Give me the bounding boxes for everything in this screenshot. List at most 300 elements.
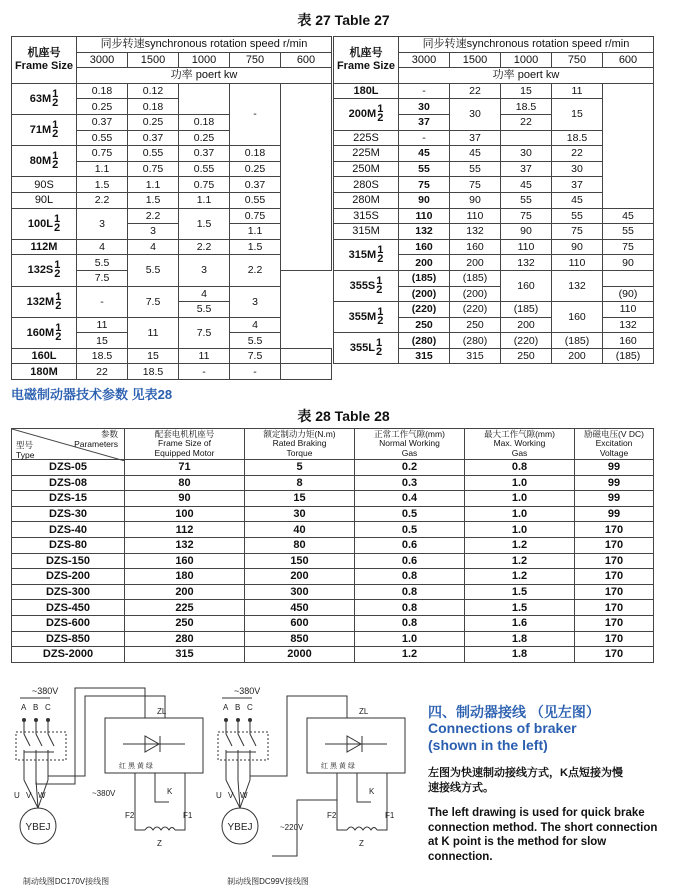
wiring-diagram-dc99v (216, 686, 405, 886)
table-cell: 99 (575, 460, 654, 476)
table-row (334, 239, 654, 255)
table-cell: - (399, 83, 450, 99)
table-cell: 170 (575, 647, 654, 663)
table-cell: 3 (128, 224, 179, 240)
table-cell: 132 (125, 537, 245, 553)
table-cell: (90) (603, 286, 654, 302)
table-cell: 200 (501, 317, 552, 333)
table-cell: 355M1 2 (334, 302, 399, 333)
table-cell: 200 (245, 569, 355, 585)
table-cell: 1.6 (465, 615, 575, 631)
table-cell: 45 (552, 192, 603, 208)
table-cell: 0.2 (355, 460, 465, 476)
table-cell: 200 (125, 584, 245, 600)
table-cell: 0.75 (179, 177, 230, 193)
table-cell: 1.2 (465, 537, 575, 553)
table-row (12, 537, 654, 553)
table-cell: 170 (575, 615, 654, 631)
table-cell: 250 (501, 348, 552, 364)
table-cell: 1.5 (179, 208, 230, 239)
table-row (334, 302, 654, 318)
table-row (12, 364, 332, 380)
table-cell: 0.55 (230, 192, 281, 208)
power-header: 功率 poert kw (399, 68, 654, 84)
table-cell: 22 (501, 114, 552, 130)
connections-paragraph-en: The left drawing is used for quick brake connection method. The short connection at K point is the method for slow connection. (428, 807, 658, 863)
table-cell: 355S1 2 (334, 270, 399, 301)
table-cell: 45 (501, 177, 552, 193)
table-cell: 1.0 (355, 631, 465, 647)
brake-coil (145, 827, 175, 830)
phase-label: B (235, 703, 241, 712)
table-cell: 1.0 (465, 522, 575, 538)
table-cell: 11 (77, 317, 128, 333)
empty-cell (281, 83, 332, 270)
table28 (11, 428, 654, 663)
connections-paragraph-cn: 左图为快速制动接线方式，K点短接为慢速接线方式。 (428, 767, 623, 794)
table-cell: 90 (501, 224, 552, 240)
table-cell: 0.25 (128, 114, 179, 130)
table-cell: 0.25 (179, 130, 230, 146)
table-cell: (185) (603, 348, 654, 364)
wire (377, 773, 387, 830)
table27-left (11, 36, 332, 380)
table-cell: DZS-150 (12, 553, 125, 569)
table-cell: 4 (128, 239, 179, 255)
table-cell: 5 (245, 460, 355, 476)
wire-colors-label: 红 黑 黄 绿 (321, 763, 355, 770)
table-row (12, 506, 654, 522)
table-cell: 30 (552, 161, 603, 177)
supply-label: ~380V (32, 686, 59, 696)
table-cell: 200 (450, 255, 501, 271)
voltage-label: ~220V (280, 823, 304, 832)
phase-label: A (223, 703, 229, 712)
table-cell: 0.8 (355, 569, 465, 585)
table-cell: 0.18 (128, 99, 179, 115)
table-cell: 30 (399, 99, 450, 115)
table-cell: 15 (245, 491, 355, 507)
table-cell: 0.8 (355, 584, 465, 600)
table-cell: DZS-80 (12, 537, 125, 553)
table-cell: 132 (603, 317, 654, 333)
diagram-caption: 制动线图DC99V接线图 (227, 877, 309, 886)
table-cell: (280) (450, 333, 501, 349)
table-cell: 0.18 (179, 114, 230, 130)
wire (36, 720, 42, 780)
wiring-diagrams (0, 680, 420, 896)
column-header: 正常工作气隙(mm) Normal Working Gas (355, 429, 465, 460)
table-cell: 110 (603, 302, 654, 318)
table-cell: 1.0 (465, 491, 575, 507)
table-cell: 55 (552, 208, 603, 224)
table-row (334, 224, 654, 240)
table-row (334, 208, 654, 224)
terminal-label: U (216, 791, 222, 800)
table-cell: DZS-30 (12, 506, 125, 522)
table-row (12, 348, 332, 364)
table-row (12, 491, 654, 507)
table-cell: DZS-40 (12, 522, 125, 538)
table-cell: (280) (399, 333, 450, 349)
table-cell: 0.25 (230, 161, 281, 177)
column-header: 励磁电压(V DC) Excitation Voltage (575, 429, 654, 460)
table-cell: - (230, 364, 281, 380)
table-row (12, 553, 654, 569)
table-cell: 22 (552, 146, 603, 162)
table-cell: 170 (575, 584, 654, 600)
table-cell: 2.2 (77, 192, 128, 208)
table-cell: 7.5 (230, 348, 281, 364)
phase-label: A (21, 703, 27, 712)
column-header: 最大工作气隙(mm) Max. Working Gas (465, 429, 575, 460)
table-cell: 75 (501, 208, 552, 224)
table-cell: 11 (179, 348, 230, 364)
table-cell: 170 (575, 600, 654, 616)
table-row (12, 631, 654, 647)
table-cell: DZS-300 (12, 584, 125, 600)
f2-label: F2 (125, 811, 135, 820)
table-cell: 7.5 (128, 286, 179, 317)
table-cell: 2.2 (179, 239, 230, 255)
table-cell: 225S (334, 130, 399, 146)
table-cell: 250M (334, 161, 399, 177)
table-cell: 0.12 (128, 83, 179, 99)
table-cell: 15 (552, 99, 603, 130)
section-heading: 电磁制动器技术参数 见表28 (11, 387, 173, 402)
table-cell: 0.75 (128, 161, 179, 177)
table-cell: 37 (501, 161, 552, 177)
table-cell: 150 (245, 553, 355, 569)
f1-label: F1 (183, 811, 193, 820)
empty-cell (603, 83, 654, 208)
table-cell: 3 (230, 286, 281, 317)
table-cell: 0.6 (355, 537, 465, 553)
table-cell: 110 (552, 255, 603, 271)
motor-label: YBEJ (25, 822, 51, 833)
table-cell: 45 (603, 208, 654, 224)
table-cell: 37 (450, 130, 501, 146)
table-cell: 0.37 (230, 177, 281, 193)
table-cell: 22 (77, 364, 128, 380)
table-cell: 11 (128, 317, 179, 348)
table-cell (281, 364, 332, 380)
wire (226, 720, 232, 780)
table-cell: 90 (399, 192, 450, 208)
table-cell: - (179, 364, 230, 380)
table-cell: 1.0 (465, 475, 575, 491)
table-cell: 315 (125, 647, 245, 663)
table-cell: 55 (450, 161, 501, 177)
z-label: Z (359, 839, 364, 848)
frame-size-header: 机座号 Frame Size (334, 37, 399, 84)
table-cell: DZS-08 (12, 475, 125, 491)
table-cell: 0.55 (179, 161, 230, 177)
table-cell: 1.1 (179, 192, 230, 208)
wiring-diagram-dc170v (14, 686, 203, 886)
zl-label: ZL (359, 707, 369, 716)
table-cell: 37 (552, 177, 603, 193)
table-cell: 160M1 2 (12, 317, 77, 348)
table-cell: 30 (245, 506, 355, 522)
table-cell: 0.8 (355, 615, 465, 631)
power-header: 功率 poert kw (77, 68, 332, 84)
table-row (12, 615, 654, 631)
table-cell (281, 348, 332, 364)
table27-title: 表 27 Table 27 (297, 12, 390, 28)
table-cell: 170 (575, 631, 654, 647)
supply-label: ~380V (234, 686, 261, 696)
table-cell: 3 (179, 255, 230, 286)
table-cell: - (230, 83, 281, 145)
f1-label: F1 (385, 811, 395, 820)
table-cell: 450 (245, 600, 355, 616)
table-cell: 90 (125, 491, 245, 507)
table-cell: 280S (334, 177, 399, 193)
table-cell: 100L1 2 (12, 208, 77, 239)
table-cell: (185) (399, 270, 450, 286)
table-cell: 90 (450, 192, 501, 208)
table-cell: 0.55 (77, 130, 128, 146)
wire (175, 773, 185, 830)
table-cell: 180 (125, 569, 245, 585)
table-cell: 63M1 2 (12, 83, 77, 114)
table-cell: 1.5 (230, 239, 281, 255)
speed-value: 1000 (501, 52, 552, 68)
table-cell: 71M1 2 (12, 114, 77, 145)
table-cell: 315M (334, 224, 399, 240)
table-cell: 160L (12, 348, 77, 364)
table-cell: DZS-15 (12, 491, 125, 507)
zl-label: ZL (157, 707, 167, 716)
table-cell: 100 (125, 506, 245, 522)
table-cell: - (399, 130, 450, 146)
table-cell: 315 (399, 348, 450, 364)
table-cell: 11 (552, 83, 603, 99)
table-cell: 0.8 (355, 600, 465, 616)
wire (48, 720, 54, 780)
table-cell: 355L1 2 (334, 333, 399, 364)
table-cell: 132 (399, 224, 450, 240)
table-cell: 45 (450, 146, 501, 162)
speed-value: 600 (281, 52, 332, 68)
table-cell: 1.2 (465, 553, 575, 569)
table-cell: 0.18 (230, 146, 281, 162)
table-cell: (200) (399, 286, 450, 302)
table-cell: 1.5 (128, 192, 179, 208)
speed-value: 1500 (450, 52, 501, 68)
table-cell: 1.0 (465, 506, 575, 522)
frame-size-header: 机座号 Frame Size (12, 37, 77, 84)
speed-header: 同步转速synchronous rotation speed r/min (77, 37, 332, 53)
table-cell: 80 (245, 537, 355, 553)
table-cell: DZS-200 (12, 569, 125, 585)
motor-label: YBEJ (227, 822, 253, 833)
table-cell: 110 (501, 239, 552, 255)
table-cell: 280 (125, 631, 245, 647)
table-cell: 132 (552, 270, 603, 301)
table-cell: 18.5 (128, 364, 179, 380)
table-cell: 315 (450, 348, 501, 364)
terminal-label: W (240, 791, 248, 800)
diagram-caption: 制动线图DC170V接线图 (22, 877, 110, 886)
column-header: 额定制动力矩(N.m) Rated Braking Torque (245, 429, 355, 460)
table-cell: (185) (501, 302, 552, 318)
table27-right (333, 36, 654, 364)
table-cell: 250 (399, 317, 450, 333)
table-cell: 0.75 (230, 208, 281, 224)
table-cell: 45 (399, 146, 450, 162)
table-cell: 5.5 (128, 255, 179, 286)
table-cell: 75 (552, 224, 603, 240)
table-row (334, 83, 654, 99)
table-cell: 0.55 (128, 146, 179, 162)
table-cell: 75 (603, 239, 654, 255)
wire (250, 720, 256, 780)
terminal-label: W (38, 791, 46, 800)
table-cell: 5.5 (179, 302, 230, 318)
table-row (334, 270, 654, 286)
table-row (12, 522, 654, 538)
table-cell: (220) (450, 302, 501, 318)
table-cell: 22 (450, 83, 501, 99)
table-header-row (12, 429, 654, 460)
wire-colors-label: 红 黑 黄 绿 (119, 763, 153, 770)
table-cell: 7.5 (77, 270, 128, 286)
table-row (12, 286, 332, 302)
table-cell: DZS-600 (12, 615, 125, 631)
table-cell: 30 (450, 99, 501, 130)
table-header-row (334, 37, 654, 53)
wire (238, 720, 244, 780)
terminal-label: U (14, 791, 20, 800)
speed-value: 1500 (128, 52, 179, 68)
table-cell: 315S (334, 208, 399, 224)
table28-title: 表 28 Table 28 (297, 408, 390, 424)
phase-label: C (45, 703, 51, 712)
k-point-label: K (167, 787, 173, 796)
brake-coil (347, 827, 377, 830)
table-cell: 1.1 (128, 177, 179, 193)
table-cell: 0.75 (77, 146, 128, 162)
table-cell: 1.2 (355, 647, 465, 663)
table-cell: (185) (450, 270, 501, 286)
table-cell: 0.8 (465, 460, 575, 476)
table-cell: 55 (603, 224, 654, 240)
table-cell: 160 (501, 270, 552, 301)
table-cell: 0.37 (77, 114, 128, 130)
table-cell: 0.3 (355, 475, 465, 491)
table-cell: 250 (125, 615, 245, 631)
table-cell: 132 (450, 224, 501, 240)
table-cell: 5.5 (230, 333, 281, 349)
speed-value: 600 (603, 52, 654, 68)
table-header-row (12, 37, 332, 53)
table-cell: DZS-2000 (12, 647, 125, 663)
table-cell: 0.5 (355, 506, 465, 522)
table-cell: 37 (399, 114, 450, 130)
table-cell: 0.37 (128, 130, 179, 146)
table-cell: 15 (77, 333, 128, 349)
table-cell: 3 (77, 208, 128, 239)
table-cell: 2.2 (230, 255, 281, 286)
table-row (12, 600, 654, 616)
table-cell: 280M (334, 192, 399, 208)
table-cell: 0.25 (77, 99, 128, 115)
table-row (334, 333, 654, 349)
table-cell: 90S (12, 177, 77, 193)
table-cell: 90L (12, 192, 77, 208)
table-cell: 300 (245, 584, 355, 600)
table-cell: 112M (12, 239, 77, 255)
table-cell: 40 (245, 522, 355, 538)
table-cell: 850 (245, 631, 355, 647)
table-row (12, 475, 654, 491)
table-cell: 0.37 (179, 146, 230, 162)
table-cell: 200 (552, 348, 603, 364)
wire (337, 773, 347, 830)
phase-label: C (247, 703, 253, 712)
table-cell: 99 (575, 475, 654, 491)
table-cell: 170 (575, 569, 654, 585)
table-cell: (200) (450, 286, 501, 302)
table-cell: 90 (552, 239, 603, 255)
table-cell: 80 (125, 475, 245, 491)
table-cell: 0.4 (355, 491, 465, 507)
table-row (12, 460, 654, 476)
table-cell: 1.1 (230, 224, 281, 240)
table-cell: 15 (501, 83, 552, 99)
table-cell (603, 270, 654, 286)
speed-value: 750 (230, 52, 281, 68)
table-cell: 110 (399, 208, 450, 224)
table-cell: 71 (125, 460, 245, 476)
terminal-label: V (228, 791, 234, 800)
table-cell: 1.8 (465, 647, 575, 663)
table-row (12, 569, 654, 585)
speed-value: 1000 (179, 52, 230, 68)
z-label: Z (157, 839, 162, 848)
table-cell: 200M1 2 (334, 99, 399, 130)
k-point-label: K (369, 787, 375, 796)
table-cell: (220) (501, 333, 552, 349)
table-cell: 110 (450, 208, 501, 224)
table-cell: 75 (399, 177, 450, 193)
connections-heading-cn: 四、制动器接线 （见左图） (428, 704, 600, 720)
table-cell: 55 (501, 192, 552, 208)
table-cell: 30 (501, 146, 552, 162)
table-cell: 180L (334, 83, 399, 99)
table-cell: 1.5 (465, 600, 575, 616)
voltage-label: ~380V (92, 789, 116, 798)
table-cell: 0.18 (77, 83, 128, 99)
table-cell: 8 (245, 475, 355, 491)
table-cell: 18.5 (77, 348, 128, 364)
table-cell (501, 130, 552, 146)
connections-heading-en-2: (shown in the left) (428, 737, 548, 753)
table-cell: 4 (77, 239, 128, 255)
table-cell: 99 (575, 506, 654, 522)
table-cell: 0.5 (355, 522, 465, 538)
table-cell: 2.2 (128, 208, 179, 224)
table-cell: 600 (245, 615, 355, 631)
table-cell: 75 (450, 177, 501, 193)
table-cell: 180M (12, 364, 77, 380)
table-cell: 170 (575, 537, 654, 553)
table-cell: 80M1 2 (12, 146, 77, 177)
table-cell: 225 (125, 600, 245, 616)
table-cell: 160 (125, 553, 245, 569)
